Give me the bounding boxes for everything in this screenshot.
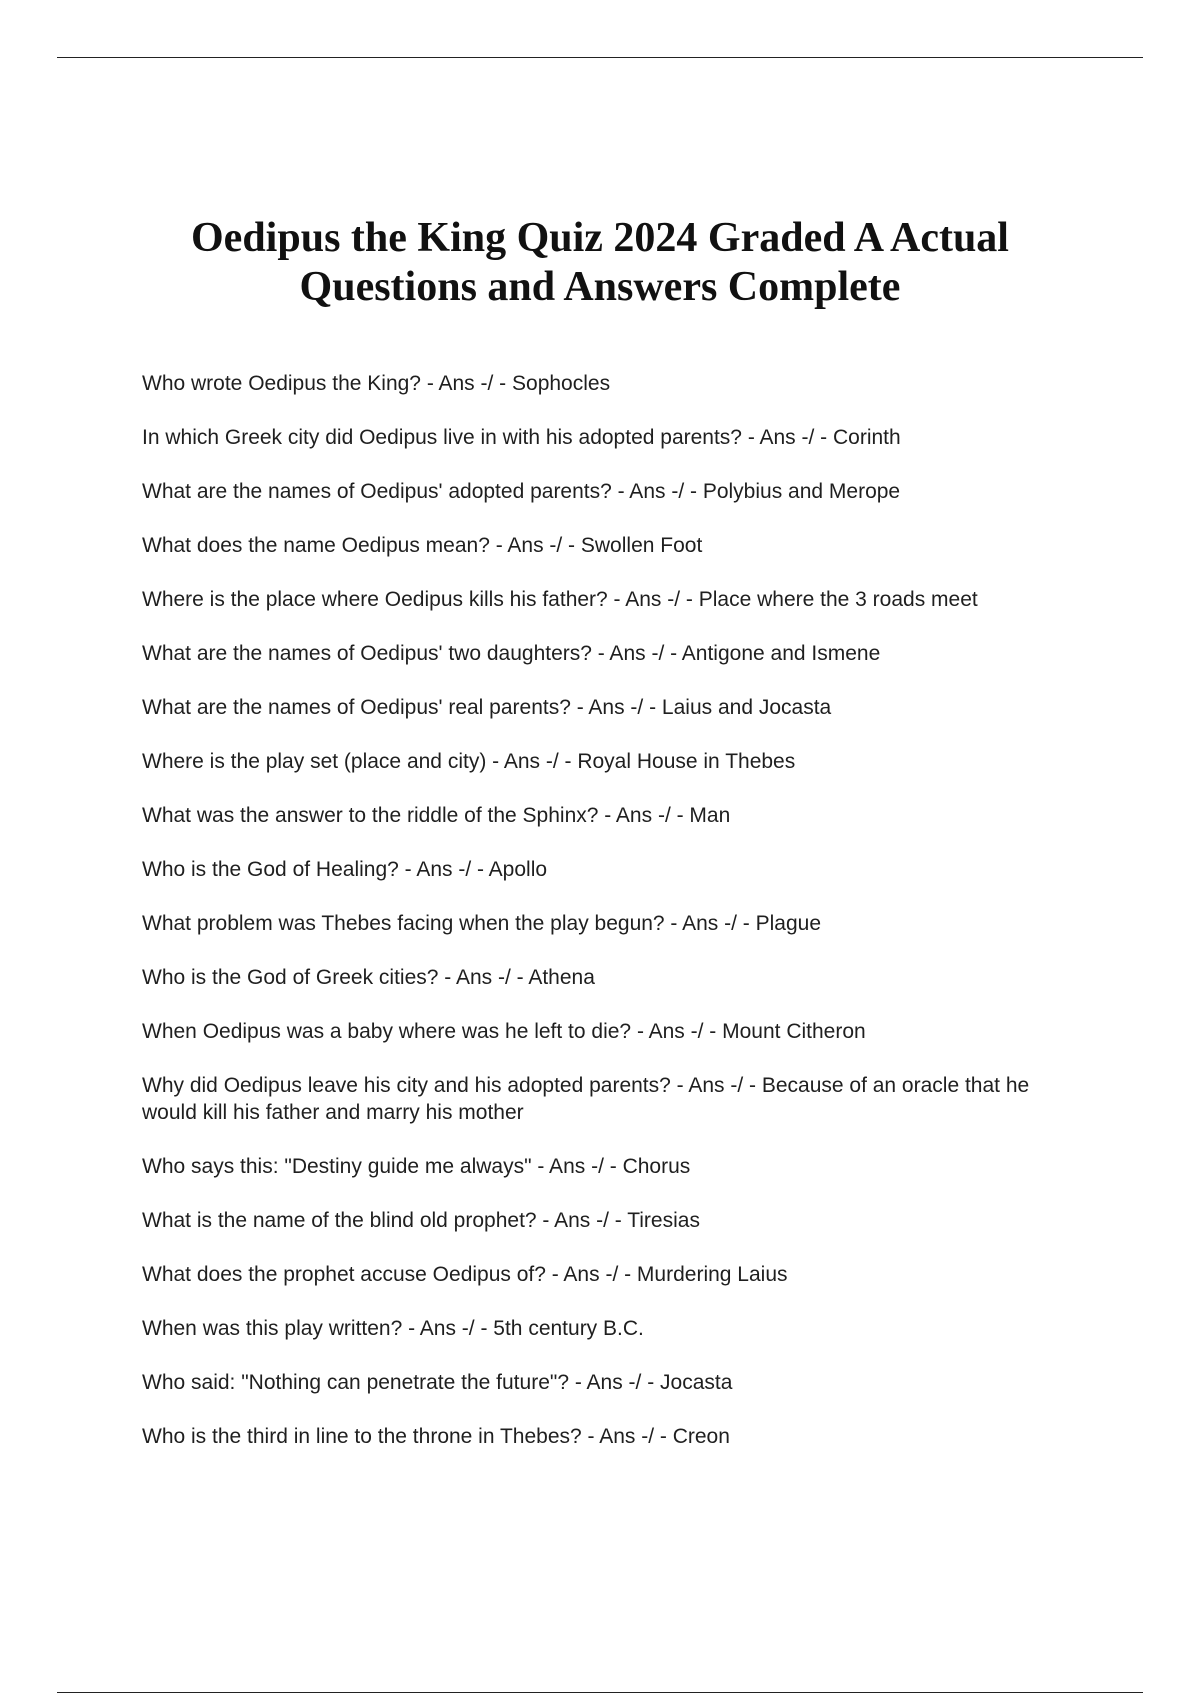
qa-item: Where is the place where Oedipus kills his father? - Ans -/ - Place where the 3 roads meet [142, 588, 978, 611]
qa-item: What are the names of Oedipus' real parents? - Ans -/ - Laius and Jocasta [142, 696, 832, 719]
qa-item: Who wrote Oedipus the King? - Ans -/ - Sophocles [142, 372, 611, 395]
qa-item: Who is the third in line to the throne in Thebes? - Ans -/ - Creon [142, 1425, 730, 1448]
qa-item: What does the name Oedipus mean? - Ans -/ - Swollen Foot [142, 534, 703, 557]
top-divider [57, 57, 1143, 58]
qa-item: What is the name of the blind old prophet? - Ans -/ - Tiresias [142, 1209, 700, 1232]
qa-item: In which Greek city did Oedipus live in with his adopted parents? - Ans -/ - Corinth [142, 426, 901, 449]
qa-item: Where is the play set (place and city) - Ans -/ - Royal House in Thebes [142, 750, 796, 773]
qa-item: When Oedipus was a baby where was he left to die? - Ans -/ - Mount Citheron [142, 1020, 866, 1043]
qa-item: What was the answer to the riddle of the Sphinx? - Ans -/ - Man [142, 804, 731, 827]
qa-item: What are the names of Oedipus' adopted parents? - Ans -/ - Polybius and Merope [142, 480, 901, 503]
qa-item: What are the names of Oedipus' two daughters? - Ans -/ - Antigone and Ismene [142, 642, 881, 665]
qa-item: Who is the God of Greek cities? - Ans -/ - Athena [142, 966, 595, 989]
qa-item: What does the prophet accuse Oedipus of? - Ans -/ - Murdering Laius [142, 1263, 788, 1286]
title-line-2: Questions and Answers Complete [299, 264, 901, 310]
qa-item: Who said: "Nothing can penetrate the future"? - Ans -/ - Jocasta [142, 1371, 733, 1394]
qa-item: What problem was Thebes facing when the play begun? - Ans -/ - Plague [142, 912, 822, 935]
qa-item: Why did Oedipus leave his city and his adopted parents? - Ans -/ - Because of an oracle that he would kill his father and marry his mother [142, 1074, 1030, 1124]
qa-list [142, 370, 1082, 1477]
qa-item: Who is the God of Healing? - Ans -/ - Apollo [142, 858, 548, 881]
document-title [150, 214, 1050, 312]
qa-item: When was this play written? - Ans -/ - 5th century B.C. [142, 1317, 644, 1340]
qa-item: Who says this: "Destiny guide me always" - Ans -/ - Chorus [142, 1155, 691, 1178]
title-line-1: Oedipus the King Quiz 2024 Graded A Actual [191, 215, 1009, 261]
bottom-divider [57, 1692, 1143, 1693]
